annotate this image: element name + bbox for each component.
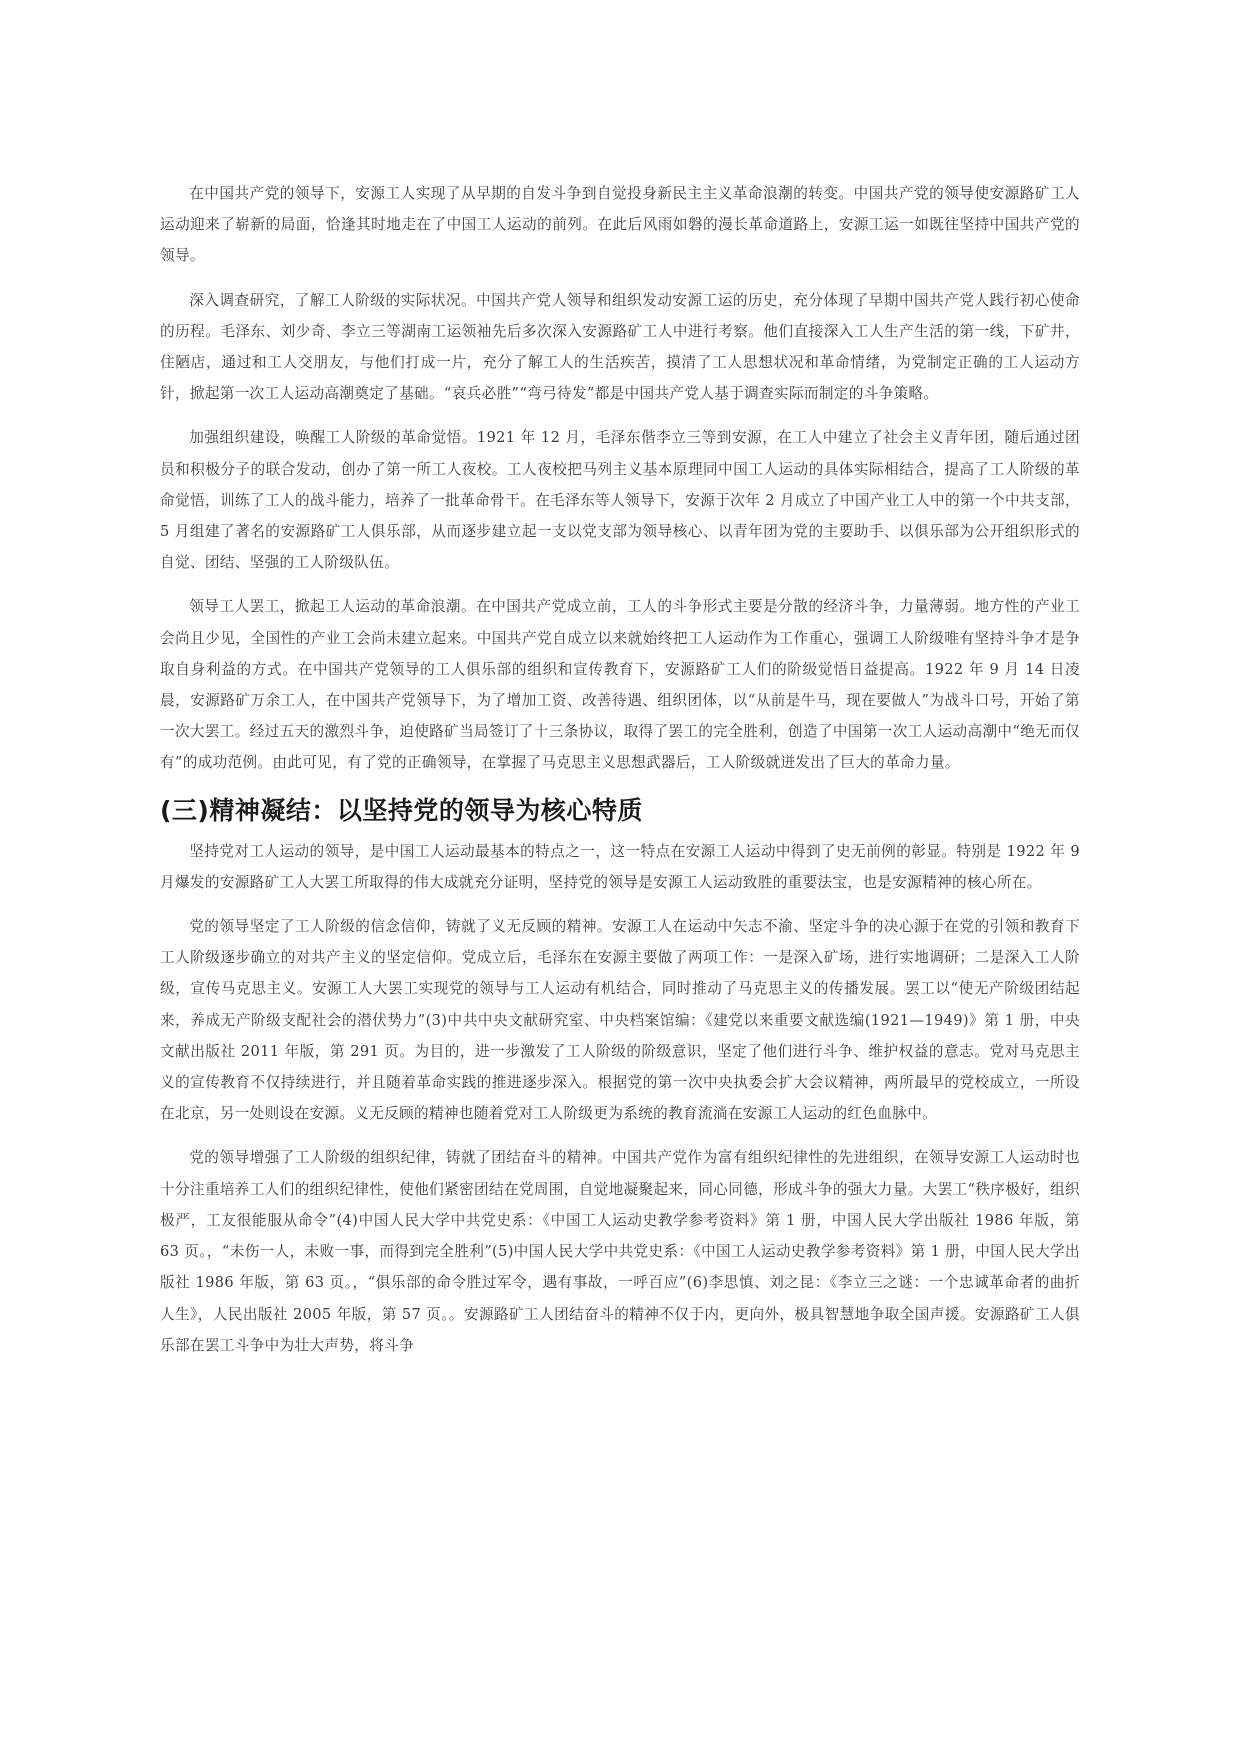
paragraph-investigation-research: 深入调查研究，了解工人阶级的实际状况。中国共产党人领导和组织发动安源工运的历史，充分体现了早期中国共产党人践行初心使命的历程。毛泽东、刘少奇、李立三等湖南工运领袖先后多次深入安源路矿工人中进行考察。他们直接深入工人生产生活的第一线，下矿井，住陋店，通过和工人交朋友，与他们打成一片，充分了解工人的生活疾苦，摸清了工人思想状况和革命情绪，为党制定正确的工人运动方针，掀起第一次工人运动高潮奠定了基础。“哀兵必胜”“弯弓待发”都是中国共产党人基于调查实际而制定的斗争策略。 (160, 291, 1080, 403)
paragraph-party-leadership-transition: 在中国共产党的领导下，安源工人实现了从早期的自发斗争到自觉投身新民主主义革命浪潮的转变。中国共产党的领导使安源路矿工人运动迎来了崭新的局面，恰逢其时地走在了中国工人运动的前列。在此后风雨如磐的漫长革命道路上，安源工运一如既往坚持中国共产党的领导。 (160, 185, 1080, 265)
paragraph-organizational-discipline: 党的领导增强了工人阶级的组织纪律，铸就了团结奋斗的精神。中国共产党作为富有组织纪律性的先进组织，在领导安源工人运动时也十分注重培养工人们的组织纪律性，使他们紧密团结在党周围，自觉地凝聚起来，同心同德，形成斗争的强大力量。大罢工“秩序极好，组织极严，工友很能服从命令”(4)中国人民大学中共党史系：《中国工人运动史教学参考资料》第 1 册，中国人民大学出版社 1986 年版，第 63 页。，“未伤一人，未败一事，而得到完全胜利”(5)中国人民大学中共党史系：《中国工人运动史教学参考资料》第 1 册，中国人民大学出版社 1986 年版，第 63 页。，“俱乐部的命令胜过军令，遇有事故，一呼百应”(6)李思慎、刘之昆：《李立三之谜：一个忠诚革命者的曲折人生》，人民出版社 2005 年版，第 57 页。。安源路矿工人团结奋斗的精神不仅于内，更向外，极具智慧地争取全国声援。安源路矿工人俱乐部在罢工斗争中为壮大声势，将斗争 (160, 1149, 1080, 1354)
paragraph-belief-and-faith: 党的领导坚定了工人阶级的信念信仰，铸就了义无反顾的精神。安源工人在运动中矢志不渝、坚定斗争的决心源于在党的引领和教育下工人阶级逐步确立的对共产主义的坚定信仰。党成立后，毛泽东在安源主要做了两项工作：一是深入矿场，进行实地调研；二是深入工人阶级，宣传马克思主义。安源工人大罢工实现党的领导与工人运动有机结合，同时推动了马克思主义的传播发展。罢工以“使无产阶级团结起来，养成无产阶级支配社会的潜伏势力”(3)中共中央文献研究室、中央档案馆编：《建党以来重要文献选编(1921—1949)》第 1 册，中央文献出版社 2011 年版，第 291 页。为目的，进一步激发了工人阶级的阶级意识，坚定了他们进行斗争、维护权益的意志。党对马克思主义的宣传教育不仅持续进行，并且随着革命实践的推进逐步深入。根据党的第一次中央执委会扩大会议精神，两所最早的党校成立，一所设在北京，另一处则设在安源。义无反顾的精神也随着党对工人阶级更为系统的教育流淌在安源工人运动的红色血脉中。 (160, 918, 1080, 1123)
paragraph-strike-leadership: 领导工人罢工，掀起工人运动的革命浪潮。在中国共产党成立前，工人的斗争形式主要是分散的经济斗争，力量薄弱。地方性的产业工会尚且少见，全国性的产业工会尚未建立起来。中国共产党自成立以来就始终把工人运动作为工作重心，强调工人阶级唯有坚持斗争才是争取自身利益的方式。在中国共产党领导的工人俱乐部的组织和宣传教育下，安源路矿工人们的阶级觉悟日益提高。1922 年 9 月 14 日凌晨，安源路矿万余工人，在中国共产党领导下，为了增加工资、改善待遇、组织团体，以“从前是牛马，现在要做人”为战斗口号，开始了第一次大罢工。经过五天的激烈斗争，迫使路矿当局签订了十三条协议，取得了罢工的完全胜利，创造了中国第一次工人运动高潮中“绝无而仅有”的成功范例。由此可见，有了党的正确领导，在掌握了马克思主义思想武器后，工人阶级就迸发出了巨大的革命力量。 (160, 598, 1080, 772)
document-page (160, 178, 1080, 1374)
paragraph-core-characteristic: 坚持党对工人运动的领导，是中国工人运动最基本的特点之一，这一特点在安源工人运动中得到了史无前例的彰显。特别是 1922 年 9 月爆发的安源路矿工人大罢工所取得的伟大成就充分证明，坚持党的领导是安源工人运动致胜的重要法宝，也是安源精神的核心所在。 (160, 842, 1080, 891)
paragraph-organization-building: 加强组织建设，唤醒工人阶级的革命觉悟。1921 年 12 月，毛泽东偕李立三等到安源，在工人中建立了社会主义青年团，随后通过团员和积极分子的联合发动，创办了第一所工人夜校。工人夜校把马列主义基本原理同中国工人运动的具体实际相结合，提高了工人阶级的革命觉悟，训练了工人的战斗能力，培养了一批革命骨干。在毛泽东等人领导下，安源于次年 2 月成立了中国产业工人中的第一个中共支部，5 月组建了著名的安源路矿工人俱乐部，从而逐步建立起一支以党支部为领导核心、以青年团为党的主要助手、以俱乐部为公开组织形式的自觉、团结、坚强的工人阶级队伍。 (160, 429, 1080, 572)
section-heading: (三)精神凝结：以坚持党的领导为核心特质 (160, 795, 643, 825)
